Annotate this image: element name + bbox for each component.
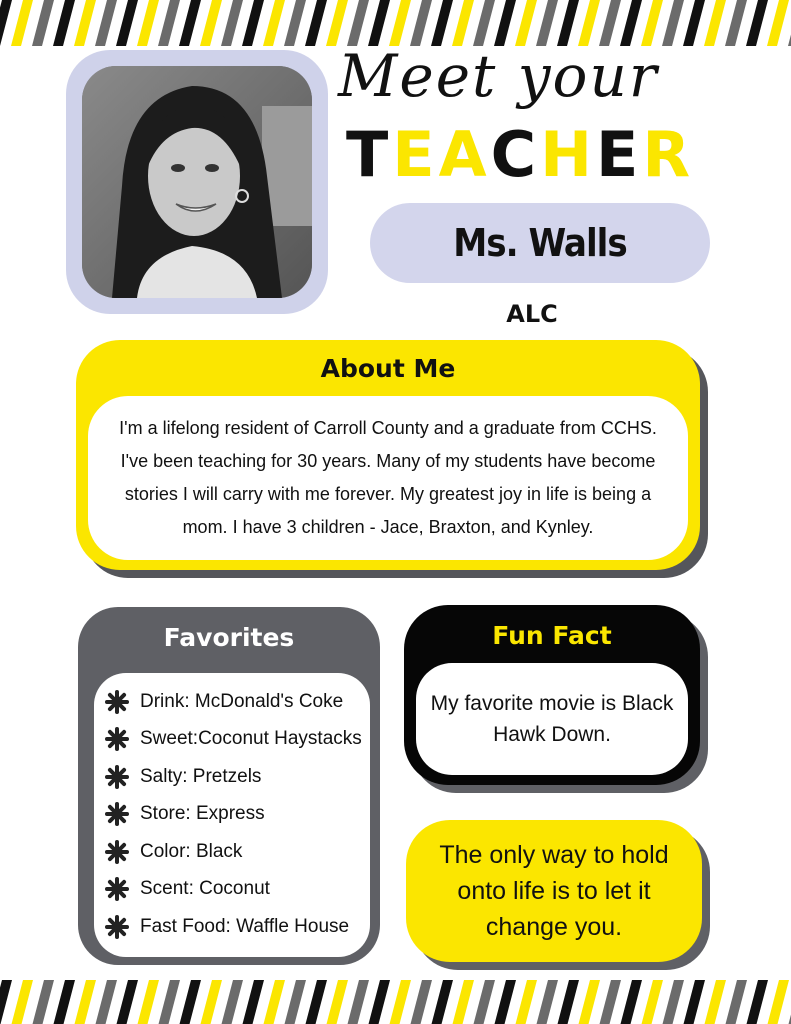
stripe — [746, 980, 768, 1024]
teacher-title-letter: C — [490, 118, 541, 191]
favorites-list — [94, 673, 370, 957]
stripe — [263, 980, 285, 1024]
stripe — [347, 980, 369, 1024]
teacher-title-letter: E — [596, 118, 643, 191]
stripe — [305, 980, 327, 1024]
favorite-item — [104, 908, 370, 946]
about-me-body — [88, 396, 688, 560]
teacher-title-letter: A — [438, 118, 491, 191]
asterisk-star-icon — [104, 689, 130, 715]
teacher-photo-frame — [66, 50, 328, 314]
stripe — [431, 0, 453, 46]
stripe — [578, 980, 600, 1024]
stripe — [578, 0, 600, 46]
stripe — [263, 0, 285, 46]
stripe — [431, 980, 453, 1024]
stripe — [158, 980, 180, 1024]
stripe — [515, 0, 537, 46]
stripe — [74, 0, 96, 46]
stripe — [242, 0, 264, 46]
favorite-item — [104, 871, 370, 909]
stripe — [137, 980, 159, 1024]
stripe — [32, 0, 54, 46]
stripe — [473, 0, 495, 46]
stripe — [305, 0, 327, 46]
favorite-item — [104, 758, 370, 796]
teacher-photo — [82, 66, 312, 298]
stripe — [242, 980, 264, 1024]
stripe — [53, 0, 75, 46]
stripe — [452, 980, 474, 1024]
stripe — [11, 0, 33, 46]
teacher-title-letter: R — [642, 118, 695, 191]
teacher-name-pill: Ms. Walls — [370, 203, 710, 283]
stripe — [557, 0, 579, 46]
favorite-item-text: Scent: Coconut — [140, 878, 270, 900]
stripe — [662, 980, 684, 1024]
stripe — [767, 0, 789, 46]
stripe — [536, 0, 558, 46]
fun-fact-text: My favorite movie is Black Hawk Down. — [416, 663, 688, 775]
asterisk-star-icon — [104, 764, 130, 790]
stripe — [200, 980, 222, 1024]
stripe — [641, 980, 663, 1024]
favorite-item-text: Store: Express — [140, 803, 265, 825]
stripe — [347, 0, 369, 46]
fun-fact-card — [404, 605, 700, 785]
stripe — [704, 0, 726, 46]
favorite-item-text: Sweet:Coconut Haystacks — [140, 728, 362, 750]
favorite-item — [104, 796, 370, 834]
stripe — [767, 980, 789, 1024]
stripe — [452, 0, 474, 46]
diagonal-stripes-pattern — [0, 980, 791, 1024]
fun-fact-title: Fun Fact — [492, 621, 612, 650]
stripe — [599, 980, 621, 1024]
stripe — [326, 0, 348, 46]
stripe — [368, 0, 390, 46]
top-stripe-border — [0, 0, 791, 46]
stripe — [683, 0, 705, 46]
stripe — [746, 0, 768, 46]
stripe — [32, 980, 54, 1024]
meet-your-script-title: Meet your — [338, 42, 659, 110]
stripe — [620, 0, 642, 46]
stripe — [620, 980, 642, 1024]
stripe — [116, 0, 138, 46]
stripe — [725, 980, 747, 1024]
stripe — [221, 980, 243, 1024]
stripe — [284, 980, 306, 1024]
stripe — [389, 980, 411, 1024]
stripe — [494, 980, 516, 1024]
asterisk-star-icon — [104, 726, 130, 752]
bottom-stripe-border — [0, 980, 791, 1024]
stripe — [641, 0, 663, 46]
teacher-portrait-image — [82, 66, 312, 298]
asterisk-star-icon — [104, 876, 130, 902]
stripe — [599, 0, 621, 46]
stripe — [725, 0, 747, 46]
stripe — [0, 0, 12, 46]
teacher-block-title — [346, 118, 695, 191]
stripe — [200, 0, 222, 46]
stripe — [221, 0, 243, 46]
stripe — [95, 0, 117, 46]
stripe — [368, 980, 390, 1024]
teacher-title-letter: T — [346, 118, 393, 191]
stripe — [116, 980, 138, 1024]
stripe — [137, 0, 159, 46]
stripe — [0, 980, 12, 1024]
favorite-item-text: Fast Food: Waffle House — [140, 915, 350, 937]
stripe — [557, 980, 579, 1024]
stripe — [326, 980, 348, 1024]
favorite-item-text: Drink: McDonald's Coke — [140, 690, 344, 712]
stripe — [410, 0, 432, 46]
teacher-title-letter: E — [392, 118, 439, 191]
stripe — [704, 980, 726, 1024]
stripe — [473, 980, 495, 1024]
favorite-item — [104, 683, 370, 721]
stripe — [95, 980, 117, 1024]
asterisk-star-icon — [104, 914, 130, 940]
diagonal-stripes-pattern — [0, 0, 791, 46]
stripe — [179, 980, 201, 1024]
teacher-title-letter: H — [540, 118, 597, 191]
stripe — [410, 980, 432, 1024]
favorite-item-text: Salty: Pretzels — [140, 765, 262, 787]
stripe — [74, 980, 96, 1024]
asterisk-star-icon — [104, 839, 130, 865]
favorite-item — [104, 721, 370, 759]
about-me-card — [76, 340, 700, 570]
asterisk-star-icon — [104, 801, 130, 827]
favorite-item-text: Color: Black — [140, 840, 243, 862]
stripe — [11, 980, 33, 1024]
favorites-title: Favorites — [163, 623, 295, 652]
quote-card: The only way to hold onto life is to let it change you. — [406, 820, 702, 962]
stripe — [389, 0, 411, 46]
stripe — [662, 0, 684, 46]
favorites-card — [78, 607, 380, 965]
stripe — [53, 980, 75, 1024]
stripe — [284, 0, 306, 46]
stripe — [179, 0, 201, 46]
stripe — [536, 980, 558, 1024]
stripe — [683, 980, 705, 1024]
stripe — [494, 0, 516, 46]
about-me-text: I'm a lifelong resident of Carroll County and a graduate from CCHS. I've been teaching for 30 years. Many of my students have become stories I will carry with me forever. My greatest joy in life is being a mom. I have 3 children - Jace, Braxton, and Kynley. — [119, 418, 657, 537]
about-me-title: About Me — [320, 354, 456, 383]
stripe — [515, 980, 537, 1024]
teacher-subject: ALC — [506, 300, 558, 328]
stripe — [158, 0, 180, 46]
favorite-item — [104, 833, 370, 871]
